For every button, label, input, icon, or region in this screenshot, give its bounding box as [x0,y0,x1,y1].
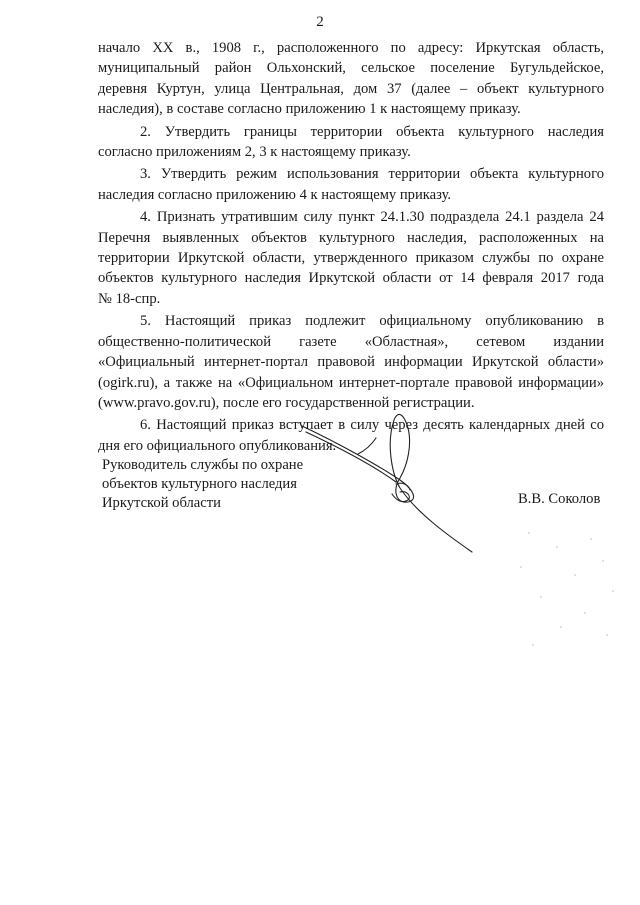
paragraph-item-4 [98,207,604,309]
page-number: 2 [316,14,324,30]
handwritten-signature [296,404,486,556]
text-line: территории Иркутской области, утвержденного приказом службы по охране [98,250,604,267]
text-line: объектов культурного наследия Иркутской области от 14 февраля 2017 года [98,270,604,287]
text-line: общественно-политической газете «Областная», сетевом издании [98,333,604,350]
text-line: муниципальный район Ольхонский, сельское поселение Бугульдейское, [98,60,604,77]
text-line: начало XX в., 1908 г., расположенного по адресу: Иркутская область, [98,40,604,56]
signatory-name: В.В. Соколов [518,491,601,507]
text-line: согласно приложениям 2, 3 к настоящему приказу. [98,144,411,161]
text-line: дня его официального опубликования. [98,437,337,454]
position-line: Иркутской области [102,495,221,511]
position-line: Руководитель службы по охране [102,457,304,473]
text-line: (www.pravo.gov.ru), после его государственной регистрации. [98,394,475,411]
text-line: Перечня выявленных объектов культурного наследия, расположенных на [98,229,604,246]
text-line: 2. Утвердить границы территории объекта культурного наследия [140,123,604,140]
text-line: № 18-спр. [98,290,161,307]
text-line: 5. Настоящий приказ подлежит официальному опубликованию в [140,313,604,330]
text-line: наследия), в составе согласно приложению 1 к настоящему приказу. [98,101,521,118]
text-line: 3. Утвердить режим использования территории объекта культурного [140,166,604,183]
text-line: деревня Куртун, улица Центральная, дом 37 (далее – объект культурного [98,80,604,97]
document-body [98,38,604,458]
paragraph-item-5 [98,311,604,413]
text-line: наследия согласно приложению 4 к настоящему приказу. [98,186,452,203]
paragraph-item-3 [98,164,604,205]
text-line: 6. Настоящий приказ вступает в силу через десять календарных дней со [140,417,604,434]
text-line: «Официальный интернет-портал правовой информации Иркутской области» [98,354,604,371]
position-line: объектов культурного наследия [102,476,297,492]
paragraph-item-2 [98,122,604,163]
paragraph-address [98,38,604,120]
text-line: 4. Признать утратившим силу пункт 24.1.30 подраздела 24.1 раздела 24 [140,209,604,226]
text-line: (ogirk.ru), а также на «Официальном интернет-портале правовой информации» [98,374,604,391]
